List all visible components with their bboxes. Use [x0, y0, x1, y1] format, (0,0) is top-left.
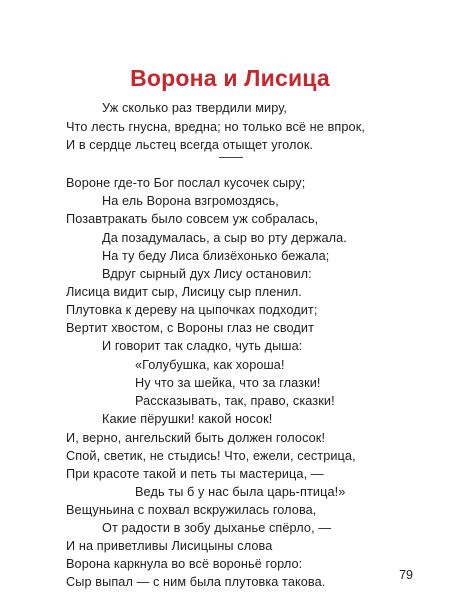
poem-line: Что лесть гнусна, вредна; но только всё не впрок, — [66, 120, 365, 134]
poem-line: Спой, светик, не стыдись! Что, ежели, сестрица, — [66, 449, 356, 463]
poem-line: Вертит хвостом, с Вороны глаз не сводит — [66, 321, 315, 335]
poem-line: На ель Ворона взгромоздясь, — [102, 194, 279, 208]
stanza-divider — [219, 157, 243, 158]
poem-line: Какие пёрушки! какой носок! — [102, 412, 273, 426]
poem-line: И на приветливы Лисицыны слова — [66, 539, 273, 553]
poem-line: Сыр выпал — с ним была плутовка такова. — [66, 575, 326, 589]
page-number: 79 — [399, 568, 413, 582]
poem-line: На ту беду Лиса близёхонько бежала; — [102, 249, 330, 263]
poem-line: От радости в зобу дыханье спёрло, — — [102, 521, 332, 535]
poem-line: И говорит так сладко, чуть дыша: — [102, 339, 303, 353]
page-title: Ворона и Лисица — [130, 65, 330, 91]
poem-line: Вороне где-то Бог послал кусочек сыру; — [66, 176, 306, 190]
poem-line: Плутовка к дереву на цыпочках подходит; — [66, 303, 318, 317]
poem-line: Ну что за шейка, что за глазки! — [135, 376, 321, 390]
poem-line: Вдруг сырный дух Лису остановил: — [102, 267, 312, 281]
poem-line: При красоте такой и петь ты мастерица, — — [66, 467, 324, 481]
poem-line: Вещуньина с похвал вскружилась голова, — [66, 503, 317, 517]
poem-line: Да позадумалась, а сыр во рту держала. — [102, 231, 347, 245]
poem-line: Ворона каркнула во всё вороньё горло: — [66, 557, 303, 571]
poem-line: Лисица видит сыр, Лисицу сыр пленил. — [66, 285, 302, 299]
poem-line: «Голубушка, как хороша! — [135, 358, 285, 372]
poem-line: И в сердце льстец всегда отыщет уголок. — [66, 138, 314, 152]
poem-line: Ведь ты б у нас была царь-птица!» — [135, 485, 346, 499]
poem-line: Позавтракать было совсем уж собралась, — [66, 212, 319, 226]
poem-line: Уж сколько раз твердили миру, — [102, 101, 288, 115]
poem-line: И, верно, ангельский быть должен голосок! — [66, 431, 326, 445]
poem-line: Рассказывать, так, право, сказки! — [135, 394, 335, 408]
